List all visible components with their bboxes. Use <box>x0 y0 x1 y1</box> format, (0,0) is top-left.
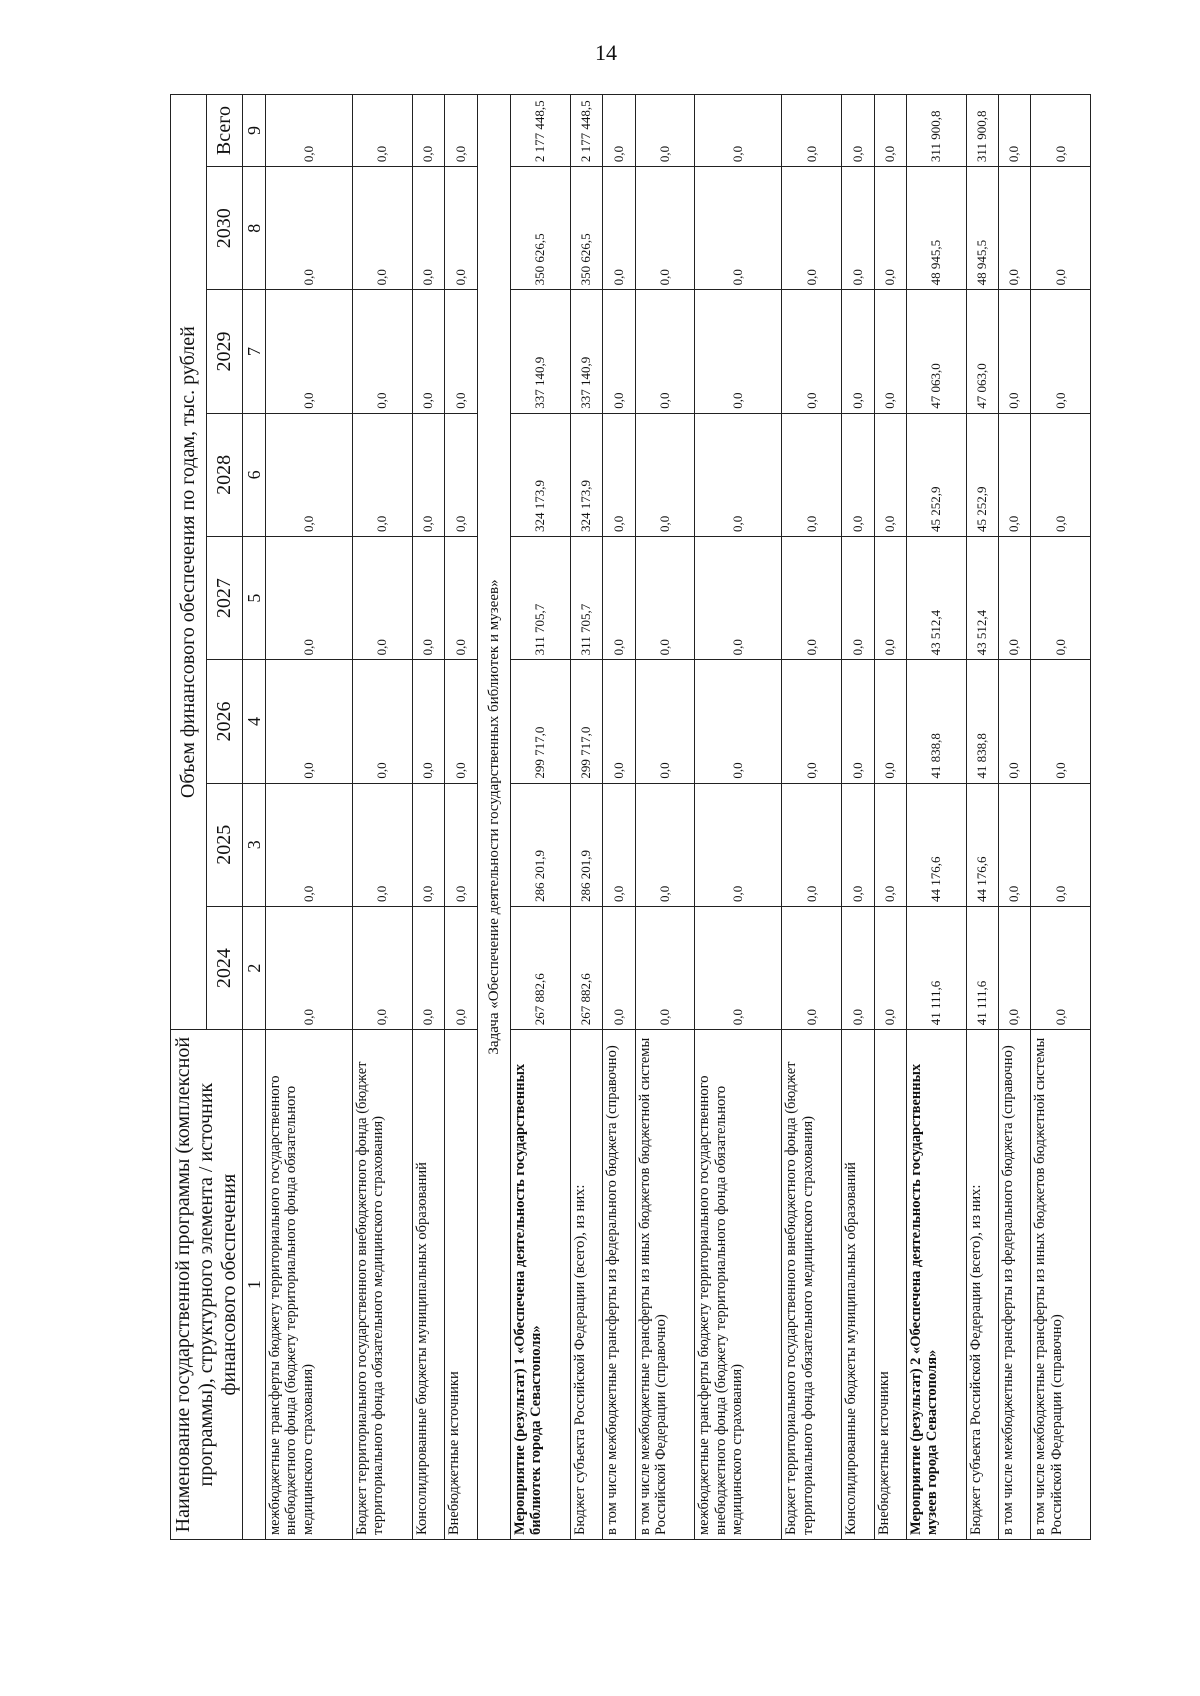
total-value-cell: 0,0 <box>353 95 413 167</box>
table-row <box>966 95 998 1540</box>
year-value-cell: 0,0 <box>782 413 842 536</box>
total-value-cell: 0,0 <box>635 95 695 167</box>
year-value-cell: 0,0 <box>782 783 842 906</box>
year-value-cell: 311 705,7 <box>511 537 571 660</box>
year-header: 2025 <box>207 783 243 906</box>
year-value-cell: 0,0 <box>603 413 635 536</box>
source-name-cell: межбюджетные трансферты бюджету территориального государственного внебюджетного фонда (бюджету территориального фонда обязательного медицинского страхования) <box>695 1030 782 1540</box>
task-row <box>477 95 510 1540</box>
year-value-cell: 0,0 <box>353 413 413 536</box>
volume-column-header: Объем финансового обеспечения по годам, тыс. рублей <box>171 95 207 1030</box>
year-value-cell: 0,0 <box>782 906 842 1029</box>
year-value-cell: 48 945,5 <box>906 167 966 290</box>
task-section <box>477 95 510 1540</box>
year-value-cell: 41 111,6 <box>966 906 998 1029</box>
year-value-cell: 0,0 <box>412 167 444 290</box>
year-value-cell: 267 882,6 <box>570 906 602 1029</box>
total-value-cell: 0,0 <box>445 95 477 167</box>
total-value-cell: 311 900,8 <box>906 95 966 167</box>
year-value-cell: 0,0 <box>412 413 444 536</box>
year-value-cell: 0,0 <box>603 660 635 783</box>
year-value-cell: 43 512,4 <box>906 537 966 660</box>
year-value-cell: 0,0 <box>353 660 413 783</box>
year-value-cell: 0,0 <box>635 660 695 783</box>
table-row <box>635 95 695 1540</box>
year-value-cell: 0,0 <box>842 413 874 536</box>
year-value-cell: 0,0 <box>445 290 477 413</box>
year-value-cell: 0,0 <box>412 290 444 413</box>
year-value-cell: 0,0 <box>999 413 1031 536</box>
year-value-cell: 0,0 <box>874 660 906 783</box>
year-value-cell: 0,0 <box>1031 906 1091 1029</box>
year-value-cell: 41 838,8 <box>906 660 966 783</box>
source-name-cell: в том числе межбюджетные трансферты из иных бюджетов бюджетной системы Российской Федерации (справочно) <box>1031 1030 1091 1540</box>
page-number: 14 <box>595 40 617 65</box>
year-value-cell: 43 512,4 <box>966 537 998 660</box>
name-column-header: Наименование государственной программы (комплексной программы), структурного элемента / источник финансового обеспечения <box>171 1030 243 1540</box>
year-value-cell: 47 063,0 <box>966 290 998 413</box>
table-row <box>570 95 602 1540</box>
column-number: 8 <box>243 167 266 290</box>
year-value-cell: 0,0 <box>1031 537 1091 660</box>
total-value-cell: 0,0 <box>782 95 842 167</box>
year-value-cell: 350 626,5 <box>570 167 602 290</box>
year-value-cell: 0,0 <box>445 660 477 783</box>
table-row <box>842 95 874 1540</box>
year-header: 2026 <box>207 660 243 783</box>
year-value-cell: 0,0 <box>266 660 353 783</box>
year-value-cell: 0,0 <box>445 906 477 1029</box>
year-value-cell: 0,0 <box>635 783 695 906</box>
year-value-cell: 0,0 <box>842 537 874 660</box>
year-value-cell: 0,0 <box>603 167 635 290</box>
year-value-cell: 0,0 <box>412 537 444 660</box>
year-value-cell: 0,0 <box>999 660 1031 783</box>
year-value-cell: 41 838,8 <box>966 660 998 783</box>
year-value-cell: 0,0 <box>1031 290 1091 413</box>
year-value-cell: 0,0 <box>782 167 842 290</box>
table-row <box>874 95 906 1540</box>
year-value-cell: 0,0 <box>782 290 842 413</box>
year-value-cell: 0,0 <box>412 906 444 1029</box>
table-row <box>412 95 444 1540</box>
year-value-cell: 0,0 <box>353 290 413 413</box>
year-value-cell: 48 945,5 <box>966 167 998 290</box>
total-value-cell: 0,0 <box>999 95 1031 167</box>
year-value-cell: 0,0 <box>266 537 353 660</box>
table-row <box>906 95 966 1540</box>
source-name-cell: Бюджет субъекта Российской Федерации (всего), из них: <box>570 1030 602 1540</box>
year-value-cell: 0,0 <box>842 906 874 1029</box>
total-value-cell: 2 177 448,5 <box>570 95 602 167</box>
year-value-cell: 286 201,9 <box>511 783 571 906</box>
year-value-cell: 0,0 <box>999 290 1031 413</box>
total-value-cell: 0,0 <box>412 95 444 167</box>
year-value-cell: 0,0 <box>412 660 444 783</box>
year-value-cell: 337 140,9 <box>511 290 571 413</box>
total-value-cell: 311 900,8 <box>966 95 998 167</box>
column-number-row <box>243 95 266 1540</box>
year-value-cell: 0,0 <box>842 167 874 290</box>
source-name-cell: Внебюджетные источники <box>874 1030 906 1540</box>
year-value-cell: 0,0 <box>635 290 695 413</box>
column-number: 1 <box>243 1030 266 1540</box>
year-value-cell: 44 176,6 <box>906 783 966 906</box>
year-value-cell: 0,0 <box>603 906 635 1029</box>
table-row <box>999 95 1031 1540</box>
year-header: 2024 <box>207 906 243 1029</box>
year-value-cell: 324 173,9 <box>511 413 571 536</box>
source-name-cell: в том числе межбюджетные трансферты из федерального бюджета (справочно) <box>603 1030 635 1540</box>
column-number: 5 <box>243 537 266 660</box>
year-value-cell: 0,0 <box>999 906 1031 1029</box>
source-name-cell: Мероприятие (результат) 1 «Обеспечена деятельность государственных библиотек города Севастополя» <box>511 1030 571 1540</box>
year-value-cell: 0,0 <box>1031 783 1091 906</box>
year-value-cell: 267 882,6 <box>511 906 571 1029</box>
table-row <box>266 95 353 1540</box>
source-name-cell: Консолидированные бюджеты муниципальных образований <box>842 1030 874 1540</box>
year-value-cell: 45 252,9 <box>966 413 998 536</box>
table-row <box>353 95 413 1540</box>
year-value-cell: 0,0 <box>842 290 874 413</box>
year-value-cell: 0,0 <box>695 167 782 290</box>
year-value-cell: 299 717,0 <box>570 660 602 783</box>
year-value-cell: 0,0 <box>874 783 906 906</box>
year-value-cell: 0,0 <box>412 783 444 906</box>
source-name-cell: в том числе межбюджетные трансферты из иных бюджетов бюджетной системы Российской Федерации (справочно) <box>635 1030 695 1540</box>
header-row <box>171 95 207 1540</box>
source-name-cell: Бюджет территориального государственного внебюджетного фонда (бюджет территориального фонда обязательного медицинского страхования) <box>353 1030 413 1540</box>
rows-after-task <box>511 95 1091 1540</box>
year-value-cell: 0,0 <box>353 906 413 1029</box>
year-value-cell: 337 140,9 <box>570 290 602 413</box>
year-value-cell: 0,0 <box>1031 660 1091 783</box>
year-value-cell: 0,0 <box>874 290 906 413</box>
year-value-cell: 0,0 <box>635 413 695 536</box>
year-value-cell: 0,0 <box>874 167 906 290</box>
year-value-cell: 0,0 <box>603 783 635 906</box>
total-value-cell: 0,0 <box>266 95 353 167</box>
total-value-cell: 0,0 <box>874 95 906 167</box>
total-value-cell: 0,0 <box>1031 95 1091 167</box>
year-value-cell: 0,0 <box>695 783 782 906</box>
year-value-cell: 0,0 <box>445 783 477 906</box>
column-number: 4 <box>243 660 266 783</box>
year-value-cell: 0,0 <box>874 413 906 536</box>
column-number: 3 <box>243 783 266 906</box>
year-value-cell: 0,0 <box>445 413 477 536</box>
table-row <box>445 95 477 1540</box>
table-row <box>1031 95 1091 1540</box>
year-value-cell: 47 063,0 <box>906 290 966 413</box>
year-value-cell: 45 252,9 <box>906 413 966 536</box>
financing-table <box>170 94 1091 1540</box>
year-value-cell: 0,0 <box>999 167 1031 290</box>
table-row <box>511 95 571 1540</box>
year-value-cell: 0,0 <box>445 537 477 660</box>
year-header: 2027 <box>207 537 243 660</box>
year-value-cell: 0,0 <box>603 537 635 660</box>
total-value-cell: 0,0 <box>695 95 782 167</box>
year-value-cell: 0,0 <box>266 906 353 1029</box>
table-row <box>695 95 782 1540</box>
rotated-table-container <box>170 94 1070 1540</box>
year-value-cell: 0,0 <box>695 660 782 783</box>
year-value-cell: 0,0 <box>695 290 782 413</box>
year-value-cell: 0,0 <box>603 290 635 413</box>
year-value-cell: 0,0 <box>266 413 353 536</box>
year-value-cell: 0,0 <box>635 537 695 660</box>
year-value-cell: 286 201,9 <box>570 783 602 906</box>
year-value-cell: 350 626,5 <box>511 167 571 290</box>
year-value-cell: 0,0 <box>782 537 842 660</box>
column-number: 2 <box>243 906 266 1029</box>
year-value-cell: 0,0 <box>842 660 874 783</box>
year-value-cell: 0,0 <box>266 290 353 413</box>
year-header: 2030 <box>207 167 243 290</box>
source-name-cell: Бюджет субъекта Российской Федерации (всего), из них: <box>966 1030 998 1540</box>
year-value-cell: 0,0 <box>874 906 906 1029</box>
source-name-cell: в том числе межбюджетные трансферты из федерального бюджета (справочно) <box>999 1030 1031 1540</box>
year-value-cell: 0,0 <box>353 167 413 290</box>
year-value-cell: 0,0 <box>1031 413 1091 536</box>
table-row <box>603 95 635 1540</box>
year-value-cell: 311 705,7 <box>570 537 602 660</box>
year-value-cell: 0,0 <box>782 660 842 783</box>
year-value-cell: 0,0 <box>874 537 906 660</box>
year-value-cell: 0,0 <box>635 167 695 290</box>
total-value-cell: 2 177 448,5 <box>511 95 571 167</box>
year-value-cell: 0,0 <box>999 537 1031 660</box>
year-value-cell: 0,0 <box>695 413 782 536</box>
year-value-cell: 0,0 <box>1031 167 1091 290</box>
year-value-cell: 44 176,6 <box>966 783 998 906</box>
year-value-cell: 0,0 <box>266 167 353 290</box>
year-value-cell: 0,0 <box>842 783 874 906</box>
year-value-cell: 0,0 <box>695 906 782 1029</box>
year-value-cell: 324 173,9 <box>570 413 602 536</box>
column-number: 9 <box>243 95 266 167</box>
column-number: 7 <box>243 290 266 413</box>
year-value-cell: 0,0 <box>695 537 782 660</box>
year-header: 2028 <box>207 413 243 536</box>
source-name-cell: Мероприятие (результат) 2 «Обеспечена деятельность государственных музеев города Севастополя» <box>906 1030 966 1540</box>
column-number: 6 <box>243 413 266 536</box>
year-value-cell: 0,0 <box>999 783 1031 906</box>
source-name-cell: Внебюджетные источники <box>445 1030 477 1540</box>
table-row <box>782 95 842 1540</box>
year-value-cell: 0,0 <box>353 537 413 660</box>
year-value-cell: 0,0 <box>445 167 477 290</box>
source-name-cell: Бюджет территориального государственного внебюджетного фонда (бюджет территориального фонда обязательного медицинского страхования) <box>782 1030 842 1540</box>
source-name-cell: Консолидированные бюджеты муниципальных образований <box>412 1030 444 1540</box>
year-value-cell: 41 111,6 <box>906 906 966 1029</box>
year-value-cell: 0,0 <box>266 783 353 906</box>
total-value-cell: 0,0 <box>603 95 635 167</box>
task-label: Задача «Обеспечение деятельности государственных библиотек и музеев» <box>477 95 510 1540</box>
year-header: 2029 <box>207 290 243 413</box>
rows-before-task <box>266 95 478 1540</box>
year-value-cell: 0,0 <box>353 783 413 906</box>
source-name-cell: межбюджетные трансферты бюджету территориального государственного внебюджетного фонда (бюджету территориального фонда обязательного медицинского страхования) <box>266 1030 353 1540</box>
year-value-cell: 0,0 <box>635 906 695 1029</box>
total-value-cell: 0,0 <box>842 95 874 167</box>
year-value-cell: 299 717,0 <box>511 660 571 783</box>
total-header: Всего <box>207 95 243 167</box>
